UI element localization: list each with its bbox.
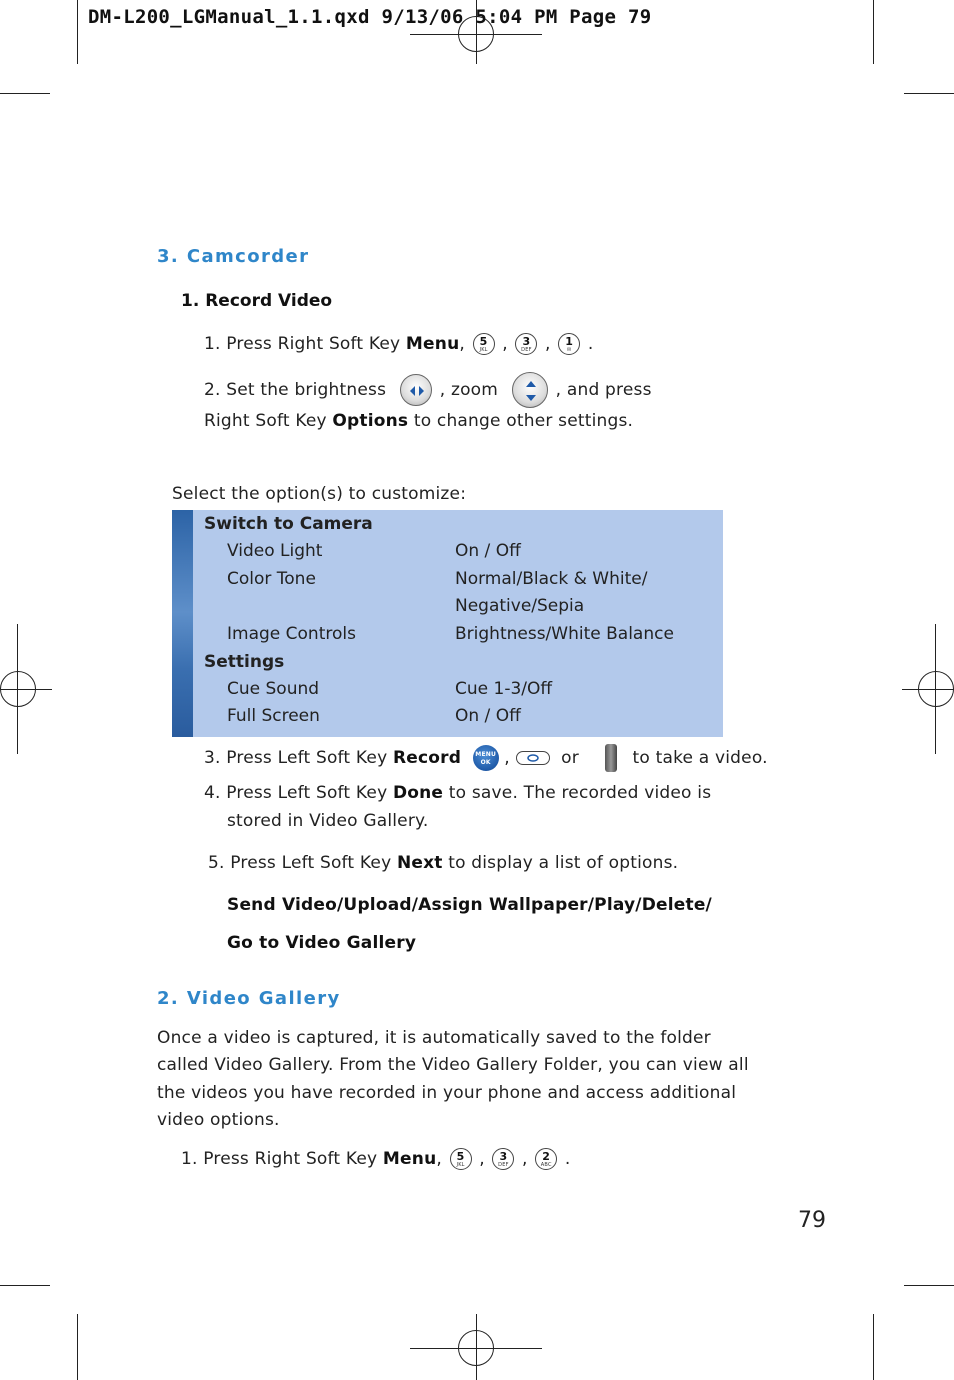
key-5-icon: 5 JKL [450, 1148, 472, 1170]
crop-mark [904, 93, 954, 94]
table-row-name: Image Controls [227, 624, 356, 644]
key-3-icon: 3 DEF [492, 1148, 514, 1170]
crop-mark [873, 1314, 874, 1380]
comma: , [459, 334, 465, 354]
step-text: 1. Press Right Soft Key [204, 334, 406, 354]
table-group-switch-to-camera: Switch to Camera [204, 514, 373, 534]
select-label: Select the option(s) to customize: [172, 484, 467, 504]
record-key-label: Record [392, 748, 462, 768]
key-5-icon: 5 JKL [473, 333, 495, 355]
step-4-line-b: stored in Video Gallery. [227, 811, 429, 831]
step-text: , zoom [439, 380, 499, 400]
table-group-settings: Settings [204, 652, 285, 672]
crop-mark [873, 0, 874, 64]
crop-mark [476, 1314, 477, 1380]
step-text: or [561, 748, 579, 768]
menu-key-label: Menu [405, 334, 460, 354]
step-3-line: 3. Press Left Soft Key Record MENU OK , or to take a video. [204, 744, 768, 772]
page-number: 79 [798, 1208, 826, 1233]
crop-mark [904, 1285, 954, 1286]
section-title-video-gallery: 2. Video Gallery [157, 988, 341, 1009]
options-list-line-1: Send Video/Upload/Assign Wallpaper/Play/Delete/ [227, 895, 712, 915]
crop-mark [77, 0, 78, 64]
step-4-line-a [204, 783, 711, 803]
step-text: Right Soft Key [204, 411, 333, 431]
section-title-camcorder: 3. Camcorder [157, 246, 310, 267]
print-header: DM-L200_LGManual_1.1.qxd 9/13/06 5:04 PM Page 79 [88, 6, 652, 28]
crop-mark [77, 1314, 78, 1380]
table-decor-strip [172, 510, 193, 737]
table-row-name: Cue Sound [227, 679, 320, 699]
done-key-label: Done [392, 783, 444, 803]
nav-up-down-icon [512, 372, 548, 408]
table-row-name: Full Screen [227, 706, 320, 726]
table-row-name: Video Light [227, 541, 323, 561]
step-text: 2. Set the brightness [204, 380, 387, 400]
table-row-value: Cue 1-3/Off [455, 679, 553, 699]
menu-ok-button-icon: MENU OK [473, 745, 499, 771]
table-row-value: Normal/Black & White/ [455, 569, 648, 589]
key-3-icon: 3 DEF [515, 333, 537, 355]
paragraph-line: the videos you have recorded in your phone and access additional [157, 1083, 737, 1103]
crop-mark [902, 689, 954, 690]
step-text: to change other settings. [408, 411, 634, 431]
paragraph-line: called Video Gallery. From the Video Gallery Folder, you can view all [157, 1055, 749, 1075]
gallery-step-1-line: 1. Press Right Soft Key Menu, 5 JKL , 3 DEF , 2 ABC . [181, 1149, 571, 1169]
options-list-line-2: Go to Video Gallery [227, 933, 417, 953]
step-text: to take a video. [632, 748, 768, 768]
table-row-value: Negative/Sepia [455, 596, 585, 616]
table-row-value: On / Off [455, 541, 521, 561]
table-row-value: Brightness/White Balance [455, 624, 674, 644]
crop-mark [0, 93, 50, 94]
step-2-line-b [204, 411, 633, 431]
menu-key-label: Menu [382, 1149, 437, 1169]
step-text: 5. Press Left Soft Key [208, 853, 397, 873]
step-1-line: 1. Press Right Soft Key Menu, 5 JKL , 3 DEF , 1 ✉ . [204, 334, 594, 354]
crop-mark [0, 1285, 50, 1286]
key-2-icon: 2 ABC [535, 1148, 557, 1170]
step-text: 3. Press Left Soft Key [204, 748, 393, 768]
crop-mark [0, 689, 52, 690]
table-row-value: On / Off [455, 706, 521, 726]
comma: , [436, 1149, 442, 1169]
options-key-label: Options [332, 411, 409, 431]
step-text: 1. Press Right Soft Key [181, 1149, 383, 1169]
step-text: 4. Press Left Soft Key [204, 783, 393, 803]
step-2-line-a [204, 372, 652, 408]
table-row-name: Color Tone [227, 569, 316, 589]
side-camera-key-icon [605, 744, 617, 772]
step-text: , and press [555, 380, 652, 400]
key-1-icon: 1 ✉ [558, 333, 580, 355]
nav-left-right-icon [400, 374, 432, 406]
step-text: to display a list of options. [442, 853, 679, 873]
paragraph-line: Once a video is captured, it is automatically saved to the folder [157, 1028, 711, 1048]
subsection-title-record-video: 1. Record Video [181, 291, 333, 311]
paragraph-line: video options. [157, 1110, 280, 1130]
step-text: to save. The recorded video is [443, 783, 712, 803]
next-key-label: Next [396, 853, 443, 873]
step-5-line [208, 853, 678, 873]
camera-key-icon [516, 751, 550, 765]
